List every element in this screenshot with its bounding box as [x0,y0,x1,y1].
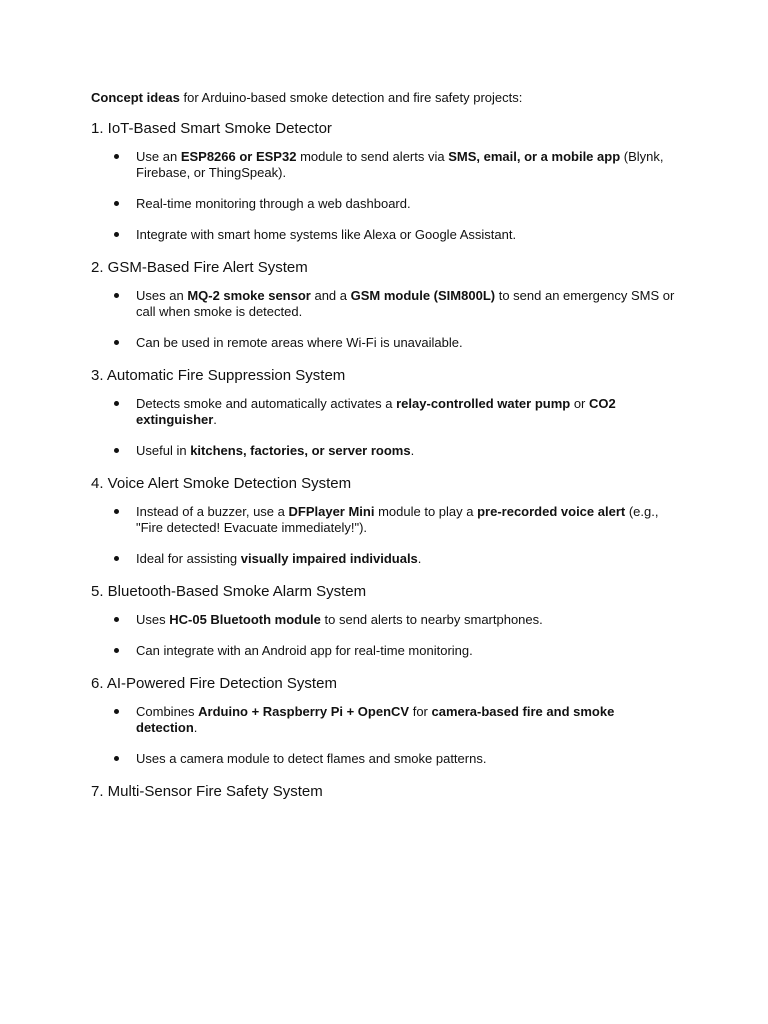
text-run: . [193,720,198,735]
text-run: (e.g., "Fire detected! Evacuate immediately!"). [136,504,659,535]
text-run: Useful in [136,443,191,458]
text-run: Uses an [136,288,188,303]
bold-text: DFPlayer Mini [288,504,375,519]
list-item [91,196,676,212]
bold-text: SMS, email, or a mobile app [448,149,621,164]
section [91,582,691,659]
bullet-list [91,149,691,243]
bullet-list [91,396,691,459]
list-item [91,227,676,243]
text-run: Instead of a buzzer, use a [136,504,289,519]
document-page [91,89,691,812]
section-heading: 3. Automatic Fire Suppression System [91,367,346,384]
list-item [91,751,676,767]
text-run: and a [310,288,351,303]
text-run: . [417,551,422,566]
bold-text: camera-based fire and smoke detection [136,704,615,735]
text-run: Use an [136,149,181,164]
list-item [91,396,676,428]
text-run: module to play a [374,504,478,519]
list-item [91,704,676,736]
list-item [91,551,676,567]
text-run: Detects smoke and automatically activates a [136,396,397,411]
bold-text: kitchens, factories, or server rooms [190,443,411,458]
sections-container [91,119,691,802]
text-run: or [570,396,590,411]
list-item [91,504,676,536]
list-item [91,612,676,628]
section-heading: 5. Bluetooth-Based Smoke Alarm System [91,583,367,600]
text-run: for [409,704,432,719]
text-run: Integrate with smart home systems like Alexa or Google Assistant. [136,227,517,242]
bullet-list [91,504,691,567]
section-heading: 6. AI-Powered Fire Detection System [91,675,337,692]
intro-paragraph [91,89,691,107]
section-heading: 4. Voice Alert Smoke Detection System [91,475,352,492]
list-item [91,149,676,181]
text-run: module to send alerts via [296,149,449,164]
list-item [91,288,676,320]
text-run: Can be used in remote areas where Wi-Fi is unavailable. [136,335,463,350]
section [91,366,691,459]
section [91,474,691,567]
text-run: Uses [136,612,170,627]
bold-text: HC-05 Bluetooth module [169,612,321,627]
list-item [91,335,676,351]
bold-text: GSM module (SIM800L) [350,288,496,303]
text-run: . [213,412,217,427]
bold-text: visually impaired individuals [240,551,418,566]
text-run: Combines [136,704,199,719]
section-heading: 1. IoT-Based Smart Smoke Detector [91,120,332,137]
text-run: Can integrate with an Android app for real-time monitoring. [136,643,473,658]
bold-text: ESP8266 or ESP32 [180,149,297,164]
bold-text: pre-recorded voice alert [477,504,626,519]
list-item [91,643,676,659]
section [91,782,691,802]
text-run: Real-time monitoring through a web dashboard. [136,196,411,211]
text-run: to send alerts to nearby smartphones. [320,612,543,627]
bold-text: Arduino + Raspberry Pi + OpenCV [198,704,410,719]
intro-bold: Concept ideas [91,90,180,105]
text-run: . [410,443,415,458]
section-heading: 2. GSM-Based Fire Alert System [91,259,308,276]
text-run: Uses a camera module to detect flames and smoke patterns. [136,751,487,766]
bullet-list [91,612,691,659]
text-run: to send an emergency SMS or call when smoke is detected. [136,288,675,319]
text-run: (Blynk, Firebase, or ThingSpeak). [136,149,664,180]
section [91,674,691,767]
bullet-list [91,288,691,351]
intro-text: for Arduino-based smoke detection and fire safety projects: [179,90,523,105]
section-heading: 7. Multi-Sensor Fire Safety System [91,783,323,800]
list-item [91,443,676,459]
text-run: Ideal for assisting [136,551,241,566]
bullet-list [91,704,691,767]
bold-text: CO2 extinguisher [136,396,616,427]
section [91,119,691,243]
bold-text: MQ-2 smoke sensor [187,288,311,303]
bold-text: relay-controlled water pump [396,396,571,411]
section [91,258,691,351]
